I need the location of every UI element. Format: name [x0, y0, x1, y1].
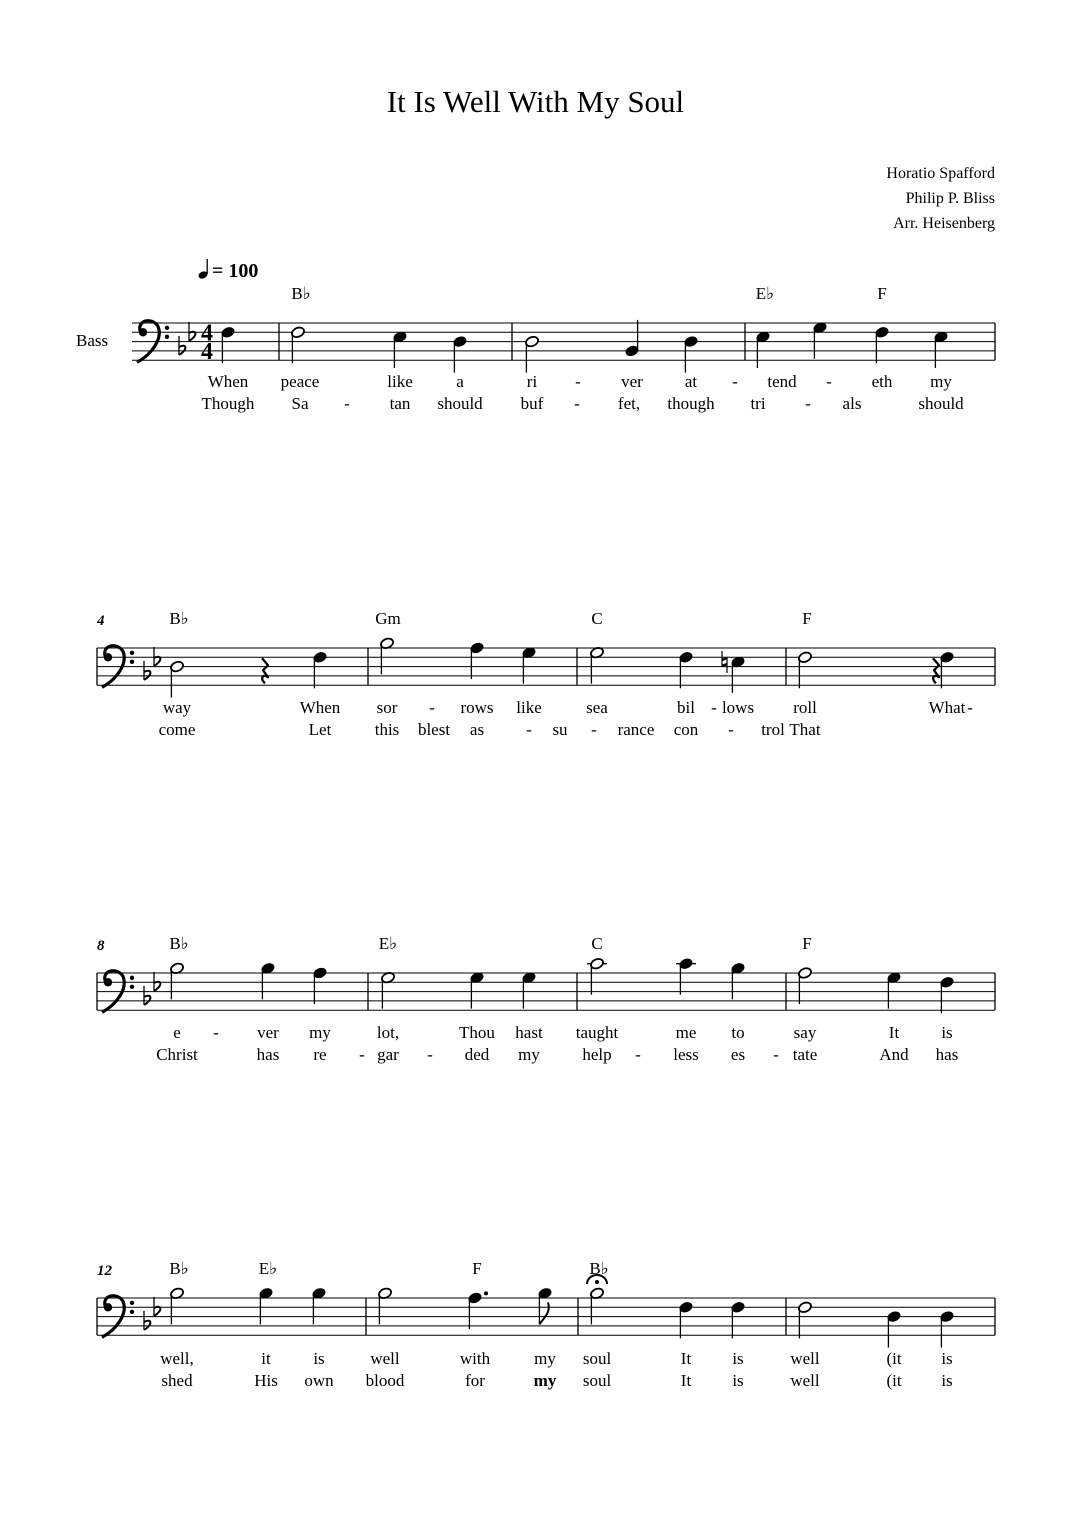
key-flat-e [189, 322, 195, 341]
tempo-text: = 100 [212, 260, 259, 282]
measure-number: 12 [97, 1263, 112, 1279]
note [312, 1287, 327, 1324]
bass-clef-dot-upper [130, 1301, 134, 1305]
lyric-syllable: is [941, 1023, 953, 1042]
lyric-syllable: e [173, 1023, 181, 1042]
note [313, 651, 328, 688]
augmentation-dot [484, 1291, 488, 1295]
chord-symbol: E♭ [378, 934, 398, 953]
bass-clef-head [104, 978, 112, 986]
lyric-syllable: is [732, 1349, 744, 1368]
lyric-syllable: for [465, 1371, 485, 1390]
note [625, 320, 640, 357]
note [291, 326, 306, 363]
flat-bowl [179, 346, 185, 355]
lyric-syllable: His [254, 1371, 278, 1390]
lyric-syllable: help [582, 1045, 612, 1064]
lyric-syllable: my [930, 372, 952, 391]
eighth-flag [539, 1302, 548, 1324]
lyric-syllable: this [374, 720, 400, 739]
lyric-syllable: my [518, 1045, 540, 1064]
lyric-syllable: And [879, 1045, 909, 1064]
note [798, 1301, 813, 1338]
chord-symbol: F [877, 284, 887, 303]
lyric-syllable: blest [417, 720, 451, 739]
flat-bowl [154, 982, 160, 991]
note [756, 331, 771, 368]
note [940, 1310, 955, 1347]
note [940, 976, 955, 1013]
lyric-hyphen: - [773, 1045, 779, 1064]
lyric-syllable: When [299, 698, 341, 717]
bass-clef-dot-lower [130, 985, 134, 989]
lyric-syllable: at [684, 372, 698, 391]
lyric-syllable: (it [886, 1371, 902, 1390]
lyric-hyphen: - [711, 698, 717, 717]
flat-bowl [144, 996, 150, 1005]
lyric-hyphen: - [575, 372, 581, 391]
flat-bowl [154, 657, 160, 666]
lyric-syllable: is [313, 1349, 325, 1368]
flat-bowl [189, 332, 195, 341]
note [887, 1310, 902, 1347]
lyric-syllable: taught [575, 1023, 619, 1042]
note [522, 646, 537, 683]
lyric-syllable: tan [389, 394, 411, 413]
lyric-syllable: is [732, 1371, 744, 1390]
lyric-syllable: as [469, 720, 485, 739]
note [731, 1301, 746, 1338]
note [381, 971, 396, 1008]
natural-sign [722, 651, 727, 673]
note [313, 967, 328, 1004]
lyric-syllable: tend [767, 372, 797, 391]
note [261, 962, 276, 999]
lyric-syllable: su [552, 720, 568, 739]
lyric-syllable: has [256, 1045, 280, 1064]
lyric-syllable: sor [376, 698, 398, 717]
chord-symbol: F [802, 934, 812, 953]
lyric-syllable: Thou [459, 1023, 495, 1042]
note [170, 1287, 185, 1324]
bass-clef-dot-upper [130, 651, 134, 655]
lyric-syllable: es [730, 1045, 746, 1064]
lyric-syllable: als [842, 394, 862, 413]
lyric-syllable: Let [308, 720, 332, 739]
lyric-syllable: ver [257, 1023, 279, 1042]
quarter-rest [933, 658, 939, 683]
lyric-syllable: When [207, 372, 249, 391]
lyric-hyphen: - [359, 1045, 365, 1064]
note [731, 962, 746, 999]
chord-symbol: E♭ [755, 284, 775, 303]
composer-credit: Philip P. Bliss [905, 190, 995, 207]
natural-bar-top [722, 658, 727, 660]
lyric-syllable: with [459, 1349, 491, 1368]
lyric-syllable: though [667, 394, 715, 413]
lyric-hyphen: - [526, 720, 532, 739]
bass-clef-dot-lower [130, 1310, 134, 1314]
lyric-syllable: like [516, 698, 542, 717]
note [453, 335, 468, 372]
lyric-syllable: fet, [617, 394, 641, 413]
chord-symbol: E♭ [258, 1259, 278, 1278]
chord-symbol: B♭ [291, 284, 311, 303]
lyric-syllable: eth [871, 372, 893, 391]
bass-clef-dot-lower [130, 660, 134, 664]
lyric-syllable: me [675, 1023, 697, 1042]
lyric-hyphen: - [826, 372, 832, 391]
lyric-syllable: soul [582, 1371, 612, 1390]
lyric-syllable: should [918, 394, 964, 413]
lyric-syllable: It [680, 1349, 692, 1368]
lyric-syllable: to [731, 1023, 745, 1042]
note [590, 646, 605, 683]
lyric-syllable: tri [750, 394, 766, 413]
lyric-syllable: It [888, 1023, 900, 1042]
chord-symbol: C [591, 609, 603, 628]
chord-symbol: B♭ [169, 1259, 189, 1278]
bass-clef-dot-upper [130, 976, 134, 980]
lyric-syllable: it [261, 1349, 271, 1368]
lyric-syllable: con [673, 720, 699, 739]
lyric-syllable: well, [160, 1349, 194, 1368]
note [378, 1287, 393, 1324]
note [380, 637, 395, 674]
lyric-syllable: re [313, 1045, 327, 1064]
lyric-syllable: Sa [291, 394, 309, 413]
bass-clef-dot-upper [165, 326, 169, 330]
lyric-syllable: my [309, 1023, 331, 1042]
lyric-syllable: my [533, 1371, 557, 1390]
bass-clef-head [104, 1303, 112, 1311]
chord-symbol: B♭ [589, 1259, 609, 1278]
natural-bar-bottom [722, 664, 727, 666]
bass-clef-head [104, 653, 112, 661]
lyric-syllable: blood [365, 1371, 405, 1390]
lyric-syllable: rows [460, 698, 494, 717]
lyric-syllable: well [790, 1371, 820, 1390]
note [587, 957, 607, 994]
flat-bowl [154, 1307, 160, 1316]
lyric-syllable: That [789, 720, 821, 739]
note [522, 971, 537, 1008]
note [813, 321, 828, 358]
lyric-syllable: soul [582, 1349, 612, 1368]
lyric-hyphen: - [429, 698, 435, 717]
note [798, 651, 813, 688]
quarter-rest-shape [933, 658, 939, 683]
lyric-syllable: ded [464, 1045, 490, 1064]
time-signature-bottom: 4 [201, 339, 213, 366]
chord-symbol: F [472, 1259, 482, 1278]
bass-clef-dot-lower [165, 335, 169, 339]
measure-number: 4 [97, 613, 105, 629]
lyric-syllable: like [387, 372, 413, 391]
lyric-syllable: own [304, 1371, 334, 1390]
lyric-syllable: bil [677, 698, 695, 717]
chord-symbol: F [802, 609, 812, 628]
bass-clef-head [139, 328, 147, 336]
lyric-syllable: roll [793, 698, 817, 717]
note [221, 326, 236, 363]
note [259, 1287, 274, 1324]
chord-symbol: B♭ [169, 609, 189, 628]
lyric-syllable: way [162, 698, 192, 717]
lyric-hyphen: - [574, 394, 580, 413]
page-title: It Is Well With My Soul [386, 84, 685, 119]
note [170, 660, 185, 697]
note [679, 1301, 694, 1338]
lyric-syllable: Christ [156, 1045, 198, 1064]
note [470, 971, 485, 1008]
lyric-hyphen: - [732, 372, 738, 391]
quarter-rest [262, 658, 268, 683]
lyric-syllable: lows [721, 698, 755, 717]
key-flat-e [154, 972, 160, 991]
instrument-name: Bass [76, 331, 109, 350]
note [940, 651, 955, 688]
note [470, 642, 485, 679]
note [875, 326, 890, 363]
lyric-hyphen: - [591, 720, 597, 739]
key-flat-b [179, 336, 185, 355]
lyric-syllable: say [793, 1023, 817, 1042]
chord-symbol: B♭ [169, 934, 189, 953]
note [538, 1287, 553, 1324]
staff-system [97, 973, 995, 1010]
lyric-syllable: rance [617, 720, 655, 739]
lyric-syllable: buf [520, 394, 544, 413]
note [798, 967, 813, 1004]
lyric-hyphen: - [344, 394, 350, 413]
note [393, 331, 408, 368]
flat-bowl [144, 1321, 150, 1330]
lyric-syllable: come [158, 720, 196, 739]
lyric-syllable: a [456, 372, 464, 391]
note [684, 335, 699, 372]
lyric-syllable: less [673, 1045, 699, 1064]
lyric-hyphen: - [213, 1023, 219, 1042]
lyric-syllable: well [790, 1349, 820, 1368]
key-flat-e [154, 647, 160, 666]
lyric-syllable: is [941, 1371, 953, 1390]
key-flat-b [144, 986, 150, 1005]
chord-symbol: C [591, 934, 603, 953]
lyric-syllable: shed [161, 1371, 193, 1390]
fermata-dot [595, 1280, 599, 1284]
lyric-syllable: ri [526, 372, 538, 391]
lyric-syllable: lot, [376, 1023, 400, 1042]
lyric-syllable: sea [586, 698, 608, 717]
lyric-syllable: gar [377, 1045, 399, 1064]
note [170, 962, 185, 999]
lyric-syllable: peace [280, 372, 320, 391]
staff-system [97, 648, 995, 685]
note [525, 335, 540, 372]
lyric-syllable: my [534, 1349, 556, 1368]
lyric-syllable: trol [761, 720, 785, 739]
lyric-hyphen: - [967, 698, 973, 717]
lyric-hyphen: - [805, 394, 811, 413]
lyric-syllable: It [680, 1371, 692, 1390]
key-flat-b [144, 1311, 150, 1330]
lyric-syllable: ver [621, 372, 643, 391]
lyric-syllable: hast [515, 1023, 543, 1042]
lyric-syllable: is [941, 1349, 953, 1368]
lyric-syllable: (it [886, 1349, 902, 1368]
lyric-syllable: Though [201, 394, 255, 413]
lyric-hyphen: - [635, 1045, 641, 1064]
key-flat-b [144, 661, 150, 680]
note [468, 1291, 488, 1329]
note [887, 971, 902, 1008]
chord-symbol: Gm [375, 609, 401, 628]
staff-system [132, 320, 995, 360]
lyricist-credit: Horatio Spafford [886, 165, 995, 182]
note [934, 331, 949, 368]
lyric-syllable: has [935, 1045, 959, 1064]
lyric-syllable: should [437, 394, 483, 413]
lyric-hyphen: - [427, 1045, 433, 1064]
arranger-credit: Arr. Heisenberg [893, 215, 995, 232]
lyric-syllable: well [370, 1349, 400, 1368]
note [679, 651, 694, 688]
time-signature-top: 4 [201, 320, 213, 347]
lyric-syllable: What [928, 698, 966, 717]
quarter-rest-shape [262, 658, 268, 683]
key-flat-e [154, 1297, 160, 1316]
flat-bowl [144, 671, 150, 680]
note [676, 957, 696, 994]
lyric-syllable: tate [792, 1045, 818, 1064]
lyric-hyphen: - [728, 720, 734, 739]
measure-number: 8 [97, 938, 105, 954]
note [731, 656, 746, 693]
